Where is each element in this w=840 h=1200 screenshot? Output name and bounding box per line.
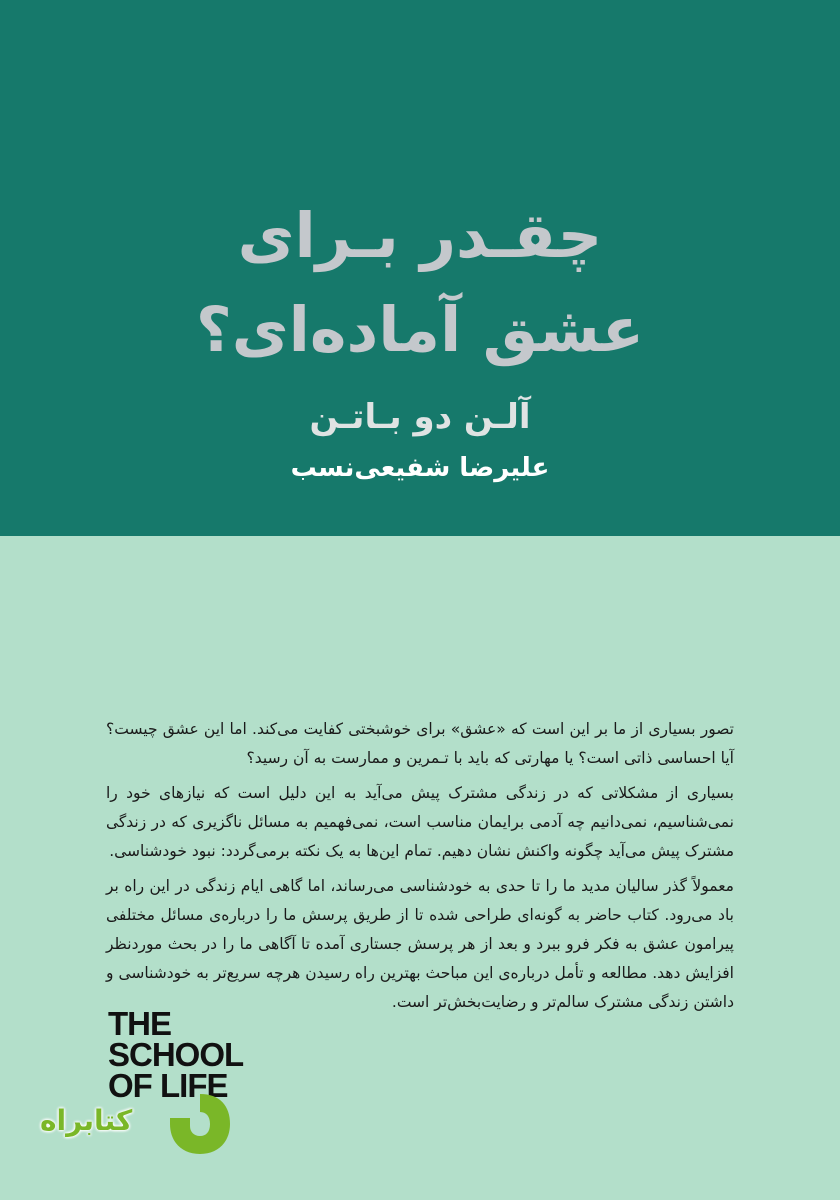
author-name: آلـن دو بـاتـن <box>309 397 531 437</box>
ketabrah-watermark <box>40 1090 220 1170</box>
school-of-life-line-1: THE <box>108 1005 171 1042</box>
blurb-paragraph: معمولاً گذر سالیان مدید ما را تا حدی به خودشناسی می‌رساند، اما گاهی ایام زندگی در این راه بر باد می‌رود. کتاب حاضر به گونه‌ای طراحی شده تا از طریق پرسش ما را درباره‌ی مسائل مختلفی پیرامون عشق به فکر فرو ببرد و بعد از هر پرسش جستاری آمده تا آگاهی ما را در بحث موردنظر افزایش دهد. مطالعه و تأمل درباره‌ی این مباحث بهترین راه رسیدن هرچه سریع‌تر به خودشناسی و داشتن زندگی مشترک سالم‌تر و رضایت‌بخش‌تر است. <box>106 877 734 1011</box>
ketabrah-logo-icon <box>168 1092 232 1156</box>
school-of-life-logo <box>108 1005 249 1104</box>
school-of-life-line-3: OF LIFE <box>108 1067 228 1104</box>
blurb-paragraph: تصور بسیاری از ما بر این است که «عشق» برای خوشبختی کفایت می‌کند. اما این عشق چیست؟ آیا احساسی ذاتی است؟ یا مهارتی که باید با تـمرین و ممارست به آن رسید؟ <box>106 720 734 767</box>
ketabrah-wordmark: کتابراه <box>40 1104 133 1137</box>
book-title-line-1: چقـدر بـرای <box>237 199 603 272</box>
translator-name: علیرضا شفیعی‌نسب <box>290 453 550 483</box>
back-cover-blurb <box>106 715 734 1023</box>
book-title-line-2: عشق آماده‌ای؟ <box>195 293 645 366</box>
school-of-life-line-2: SCHOOL <box>108 1036 244 1073</box>
blurb-paragraph: بسیاری از مشکلاتی که در زندگی مشترک پیش می‌آید به این دلیل است که نیازهای خود را نمی‌شناسیم، نمی‌دانیم چه آدمی برایمان مناسب است، نمی‌فهمیم به مسائل ناگزیری که در زندگی مشترک پیش می‌آید چگونه واکنش نشان دهیم. تمام این‌ها به یک نکته برمی‌گردد: نبود خودشناسی. <box>106 784 734 860</box>
